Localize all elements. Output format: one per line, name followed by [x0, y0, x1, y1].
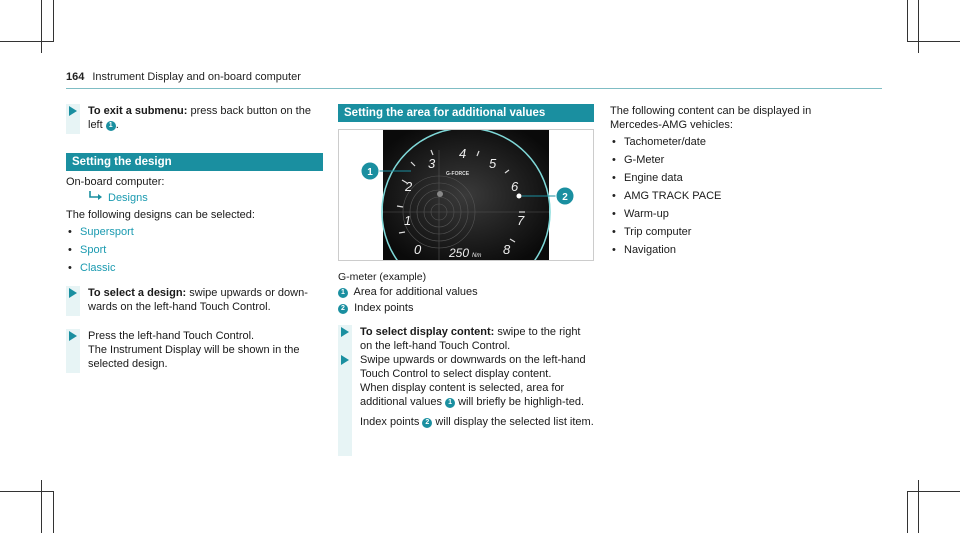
crop-mark [53, 491, 54, 533]
exit-text: press back button on the left [88, 105, 311, 131]
select-content-desc: swipe to the right on the left-hand Touch Control. [360, 326, 581, 352]
crop-mark [53, 0, 54, 42]
swipe-line: Swipe upwards or downwards on the left-hand Touch Control to select display content. [360, 354, 586, 380]
figure-caption: G-meter (example) [338, 271, 427, 283]
content-list [610, 133, 721, 259]
exit-label: To exit a submenu: [88, 105, 188, 117]
press-line: Press the left-hand Touch Control. [88, 330, 255, 342]
design-classic[interactable]: Classic [80, 262, 116, 274]
submenu-arrow-icon [88, 190, 104, 202]
gauge-num-0: 0 [414, 242, 422, 257]
gauge-num-6: 6 [511, 179, 519, 194]
list-item: • Warm-up [610, 205, 721, 223]
select-content-text [360, 325, 595, 353]
gauge-num-8: 8 [503, 242, 511, 257]
list-item: • Engine data [610, 169, 721, 187]
list-item: • Tachometer/date [610, 133, 721, 151]
select-content-label: To select display content: [360, 326, 495, 338]
callout-badge-1: 1 [106, 121, 116, 131]
section-heading-design: Setting the design [66, 153, 323, 171]
content-intro: The following content can be displayed in Mercedes-AMG vehicles: [610, 105, 812, 131]
crop-mark [907, 491, 908, 533]
gauge-num-4: 4 [459, 146, 467, 161]
list-item[interactable] [66, 223, 134, 241]
crop-mark [41, 0, 42, 53]
step-arrow-icon [69, 331, 77, 341]
press-text [88, 329, 323, 371]
callout-badge-2: 2 [338, 304, 348, 314]
legend-text: Area for additional values [353, 286, 478, 298]
gauge-num-5: 5 [489, 156, 497, 171]
highlight-text: When display content is selected, area for additional values [360, 382, 565, 408]
onboard-label: On-board computer: [66, 176, 165, 188]
design-list [66, 223, 134, 277]
press-result: The Instrument Display will be shown in the selected design. [88, 344, 300, 370]
step-arrow-icon [341, 355, 349, 365]
gauge-num-2: 2 [405, 179, 413, 194]
design-sport[interactable]: Sport [80, 244, 107, 256]
callout-badge-1: 1 [338, 288, 348, 298]
callout-badge-1: 1 [445, 398, 455, 408]
g-force-label: G-FORCE [446, 171, 470, 177]
list-item: • Trip computer [610, 223, 721, 241]
crop-mark [907, 491, 960, 492]
list-item: • Navigation [610, 241, 721, 259]
instruction-swipe [338, 353, 352, 456]
highlight-line [360, 381, 596, 409]
list-item: • AMG TRACK PACE [610, 187, 721, 205]
section-heading-additional-values: Setting the area for additional values [338, 104, 594, 122]
legend-item-1 [338, 285, 478, 299]
crop-mark [0, 491, 53, 492]
index-text-end: will display the selected list item. [432, 416, 594, 428]
crop-mark [907, 41, 960, 42]
step-arrow-icon [69, 106, 77, 116]
index-line [360, 415, 596, 429]
crop-mark [41, 480, 42, 533]
page-number: 164 [66, 71, 85, 83]
svg-text:2: 2 [562, 192, 568, 203]
exit-submenu-text [88, 104, 323, 132]
svg-text:1: 1 [367, 167, 373, 178]
gauge-num-3: 3 [428, 156, 436, 171]
page-header [66, 71, 301, 83]
header-rule [66, 88, 882, 89]
gauge-figure [338, 129, 594, 261]
swipe-text [360, 353, 596, 429]
list-item[interactable] [66, 259, 134, 277]
step-arrow-icon [69, 288, 77, 298]
crop-mark [918, 0, 919, 53]
index-text: Index points [360, 416, 423, 428]
g-force-dot [437, 191, 443, 197]
instruction-select-content [338, 325, 352, 355]
designs-intro: The following designs can be selected: [66, 209, 255, 221]
list-item[interactable] [66, 241, 134, 259]
instruction-press [66, 329, 80, 373]
page-title: Instrument Display and on-board computer [92, 71, 301, 83]
select-design-label: To select a design: [88, 287, 187, 299]
legend-text: Index points [354, 302, 414, 314]
list-item: • G-Meter [610, 151, 721, 169]
legend-item-2 [338, 301, 413, 315]
highlight-text-end: will briefly be highligh-ted. [455, 396, 585, 408]
crop-mark [0, 41, 53, 42]
design-supersport[interactable]: Supersport [80, 226, 134, 238]
crop-mark [918, 480, 919, 533]
crop-mark [907, 0, 908, 42]
menu-path [88, 190, 148, 205]
exit-end: . [115, 119, 119, 131]
index-points [517, 194, 522, 199]
gauge-num-1: 1 [404, 213, 412, 228]
instruction-exit-submenu [66, 104, 80, 134]
callout-badge-2: 2 [422, 418, 432, 428]
instruction-select-design [66, 286, 80, 316]
select-design-desc: swipe upwards or down-wards on the left-hand Touch Control. [88, 287, 308, 313]
designs-link[interactable]: Designs [108, 192, 148, 204]
gauge-num-7: 7 [517, 213, 525, 228]
g-meter-image [339, 130, 593, 260]
select-design-text [88, 286, 323, 314]
torque-value: 250 Nm [449, 246, 482, 260]
step-arrow-icon [341, 327, 349, 337]
